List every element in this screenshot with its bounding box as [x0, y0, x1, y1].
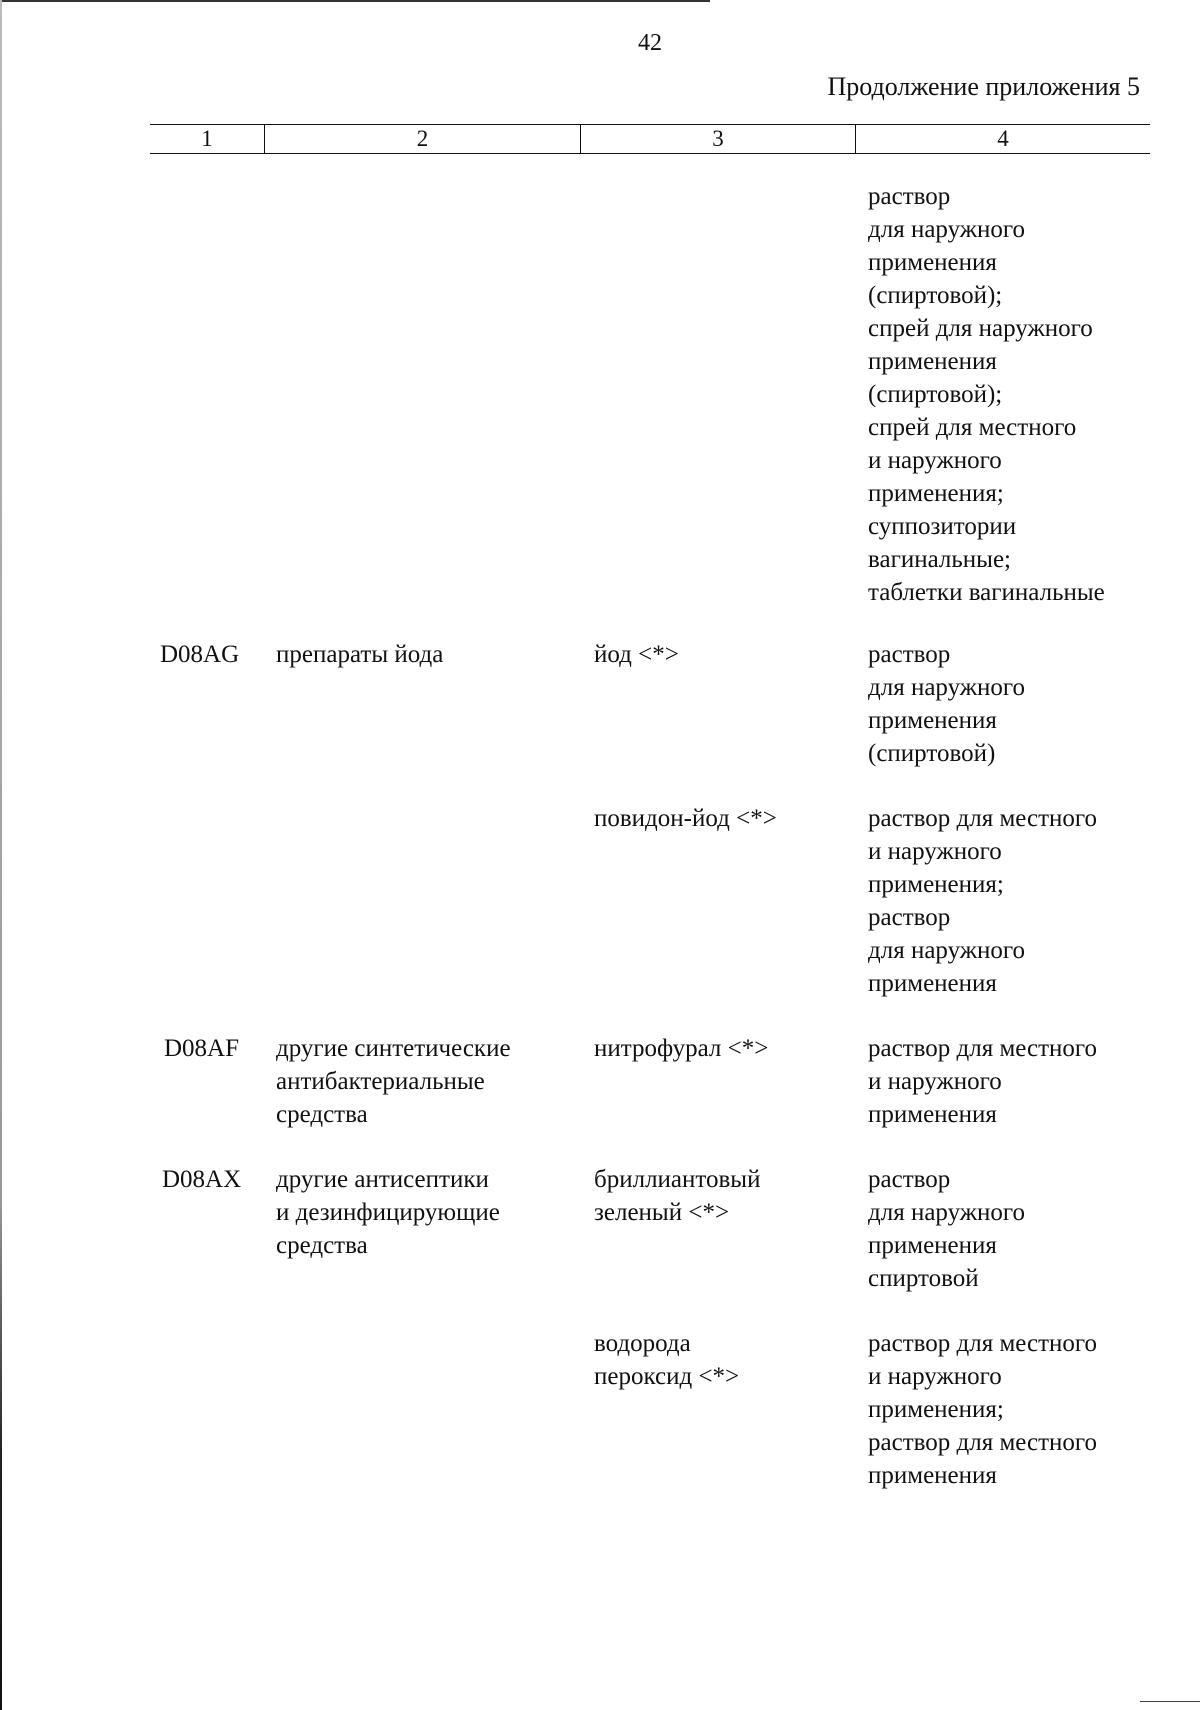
row-4-code: D08AX: [162, 1166, 242, 1193]
page-number: 42: [638, 30, 662, 56]
row-4-group: другие антисептики и дезинфицирующие средства: [276, 1166, 500, 1259]
header-col-2: 2: [264, 125, 580, 153]
scan-left-edge: [0, 0, 2, 1710]
row-3-substance: нитрофурал <*>: [594, 1035, 769, 1062]
row-2-substance: повидон-йод <*>: [594, 805, 777, 832]
header-col-1: 1: [201, 126, 213, 151]
row-1-substance: йод <*>: [594, 641, 679, 668]
header-col-3: 3: [580, 125, 855, 153]
scan-bottom-mark: [1140, 1701, 1200, 1703]
row-1-forms: раствор для наружного применения (спиртовой): [868, 641, 1026, 767]
row-3-group: другие синтетические антибактериальные средства: [276, 1035, 511, 1128]
header-col-4: 4: [855, 125, 1150, 153]
row-3-code: D08AF: [164, 1035, 240, 1062]
row-4-forms: раствор для наружного применения спиртовой: [868, 1166, 1026, 1292]
row-5-forms: раствор для местного и наружного применения; раствор для местного применения: [868, 1330, 1098, 1489]
row-2-forms: раствор для местного и наружного применения; раствор для наружного применения: [868, 805, 1098, 997]
row-4-substance: бриллиантовый зеленый <*>: [594, 1166, 761, 1226]
row-1-code: D08AG: [160, 641, 240, 668]
row-3-forms: раствор для местного и наружного применения: [868, 1035, 1098, 1128]
table-header: [150, 124, 1150, 154]
row-1-group: препараты йода: [276, 641, 444, 668]
continuation-label: Продолжение приложения 5: [827, 72, 1140, 101]
row-5-substance: водорода пероксид <*>: [594, 1330, 740, 1390]
row-0-forms: раствор для наружного применения (спиртовой); спрей для наружного применения (спиртовой); спрей для местного и наружного применения; суппозитории вагинальные; таблетки вагинальные: [868, 183, 1105, 606]
scan-top-line: [0, 0, 710, 2]
